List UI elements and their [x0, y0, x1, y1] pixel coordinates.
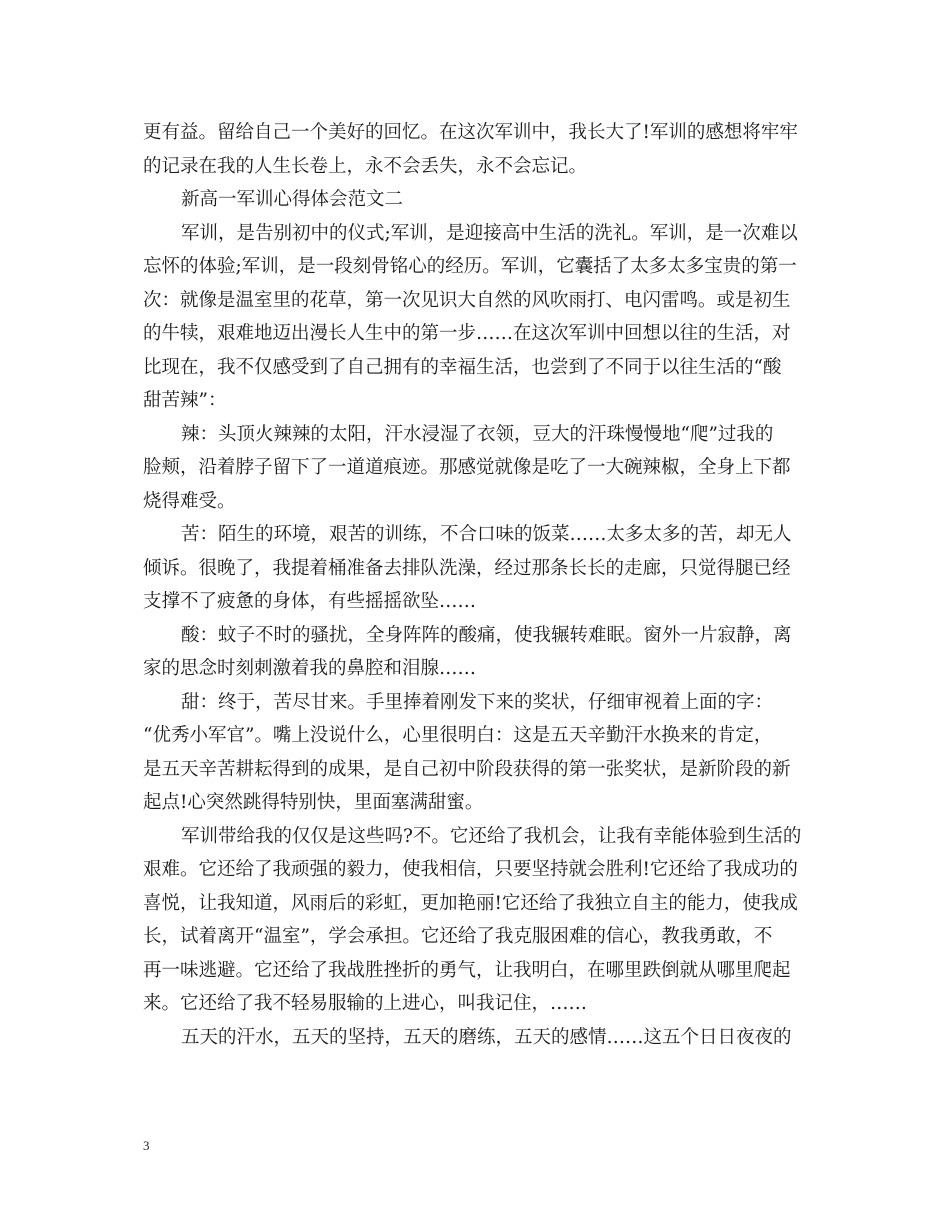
- page-number: 3: [143, 1138, 150, 1153]
- text-line: 甜：终于，苦尽甘来。手里捧着刚发下来的奖状，仔细审视着上面的字：: [181, 691, 774, 713]
- text-line: 新高一军训心得体会范文二: [181, 189, 404, 210]
- text-line: 家的思念时刻刺激着我的鼻腔和泪腺……: [143, 658, 477, 679]
- text-line: 甜苦辣”：: [143, 390, 227, 411]
- text-line: “优秀小军官”。嘴上没说什么，心里很明白：这是五天辛勤汗水换来的肯定，: [143, 725, 773, 746]
- text-line: 来。它还给了我不轻易服输的上进心，叫我记住，……: [143, 993, 588, 1014]
- text-line: 酸：蚊子不时的骚扰，全身阵阵的酸痛，使我辗转难眠。窗外一片寂静，离: [181, 624, 792, 646]
- text-line: 军训带给我的仅仅是这些吗?不。它还给了我机会，让我有幸能体验到生活的: [181, 825, 802, 847]
- text-line: 起点!心突然跳得特别快，里面塞满甜蜜。: [143, 792, 484, 813]
- text-line: 支撑不了疲惫的身体，有些摇摇欲坠……: [143, 591, 477, 612]
- text-line: 是五天辛苦耕耘得到的成果，是自己初中阶段获得的第一张奖状，是新阶段的新: [143, 758, 791, 780]
- text-line: 比现在，我不仅感受到了自己拥有的幸福生活，也尝到了不同于以往生活的“酸: [143, 356, 782, 378]
- text-line: 辣：头顶火辣辣的太阳，汗水浸湿了衣领，豆大的汗珠慢慢地“爬”过我的: [181, 423, 774, 445]
- text-line: 五天的汗水，五天的坚持，五天的磨练，五天的感情……这五个日日夜夜的: [181, 1026, 792, 1048]
- text-line: 喜悦，让我知道，风雨后的彩虹，更加艳丽!它还给了我独立自主的能力，使我成: [143, 892, 798, 914]
- text-line: 倾诉。很晚了，我提着桶准备去排队洗澡，经过那条长长的走廊，只觉得腿已经: [143, 557, 791, 579]
- text-line: 的记录在我的人生长卷上，永不会丢失，永不会忘记。: [143, 155, 588, 177]
- text-line: 烧得难受。: [143, 490, 236, 512]
- text-line: 忘怀的体验;军训，是一段刻骨铭心的经历。军训，它囊括了太多太多宝贵的第一: [143, 256, 797, 277]
- text-line: 再一味逃避。它还给了我战胜挫折的勇气，让我明白，在哪里跌倒就从哪里爬起: [143, 959, 791, 981]
- body-text: [143, 116, 809, 1054]
- text-line: 艰难。它还给了我顽强的毅力，使我相信，只要坚持就会胜利!它还给了我成功的: [143, 859, 798, 880]
- text-line: 更有益。留给自己一个美好的回忆。在这次军训中，我长大了!军训的感想将牢牢: [143, 122, 798, 143]
- text-line: 军训，是告别初中的仪式;军训，是迎接高中生活的洗礼。军训，是一次难以: [181, 222, 798, 244]
- text-line: 苦：陌生的环境，艰苦的训练，不合口味的饭菜……太多太多的苦，却无人: [181, 524, 792, 545]
- text-line: 长，试着离开“温室”，学会承担。它还给了我克服困难的信心，教我勇敢，不: [143, 926, 773, 947]
- text-line: 脸颊，沿着脖子留下了一道道痕迹。那感觉就像是吃了一大碗辣椒，全身上下都: [143, 457, 791, 478]
- text-line: 的牛犊，艰难地迈出漫长人生中的第一步……在这次军训中回想以往的生活，对: [143, 323, 791, 344]
- text-line: 次：就像是温室里的花草，第一次见识大自然的风吹雨打、电闪雷鸣。或是初生: [143, 289, 791, 311]
